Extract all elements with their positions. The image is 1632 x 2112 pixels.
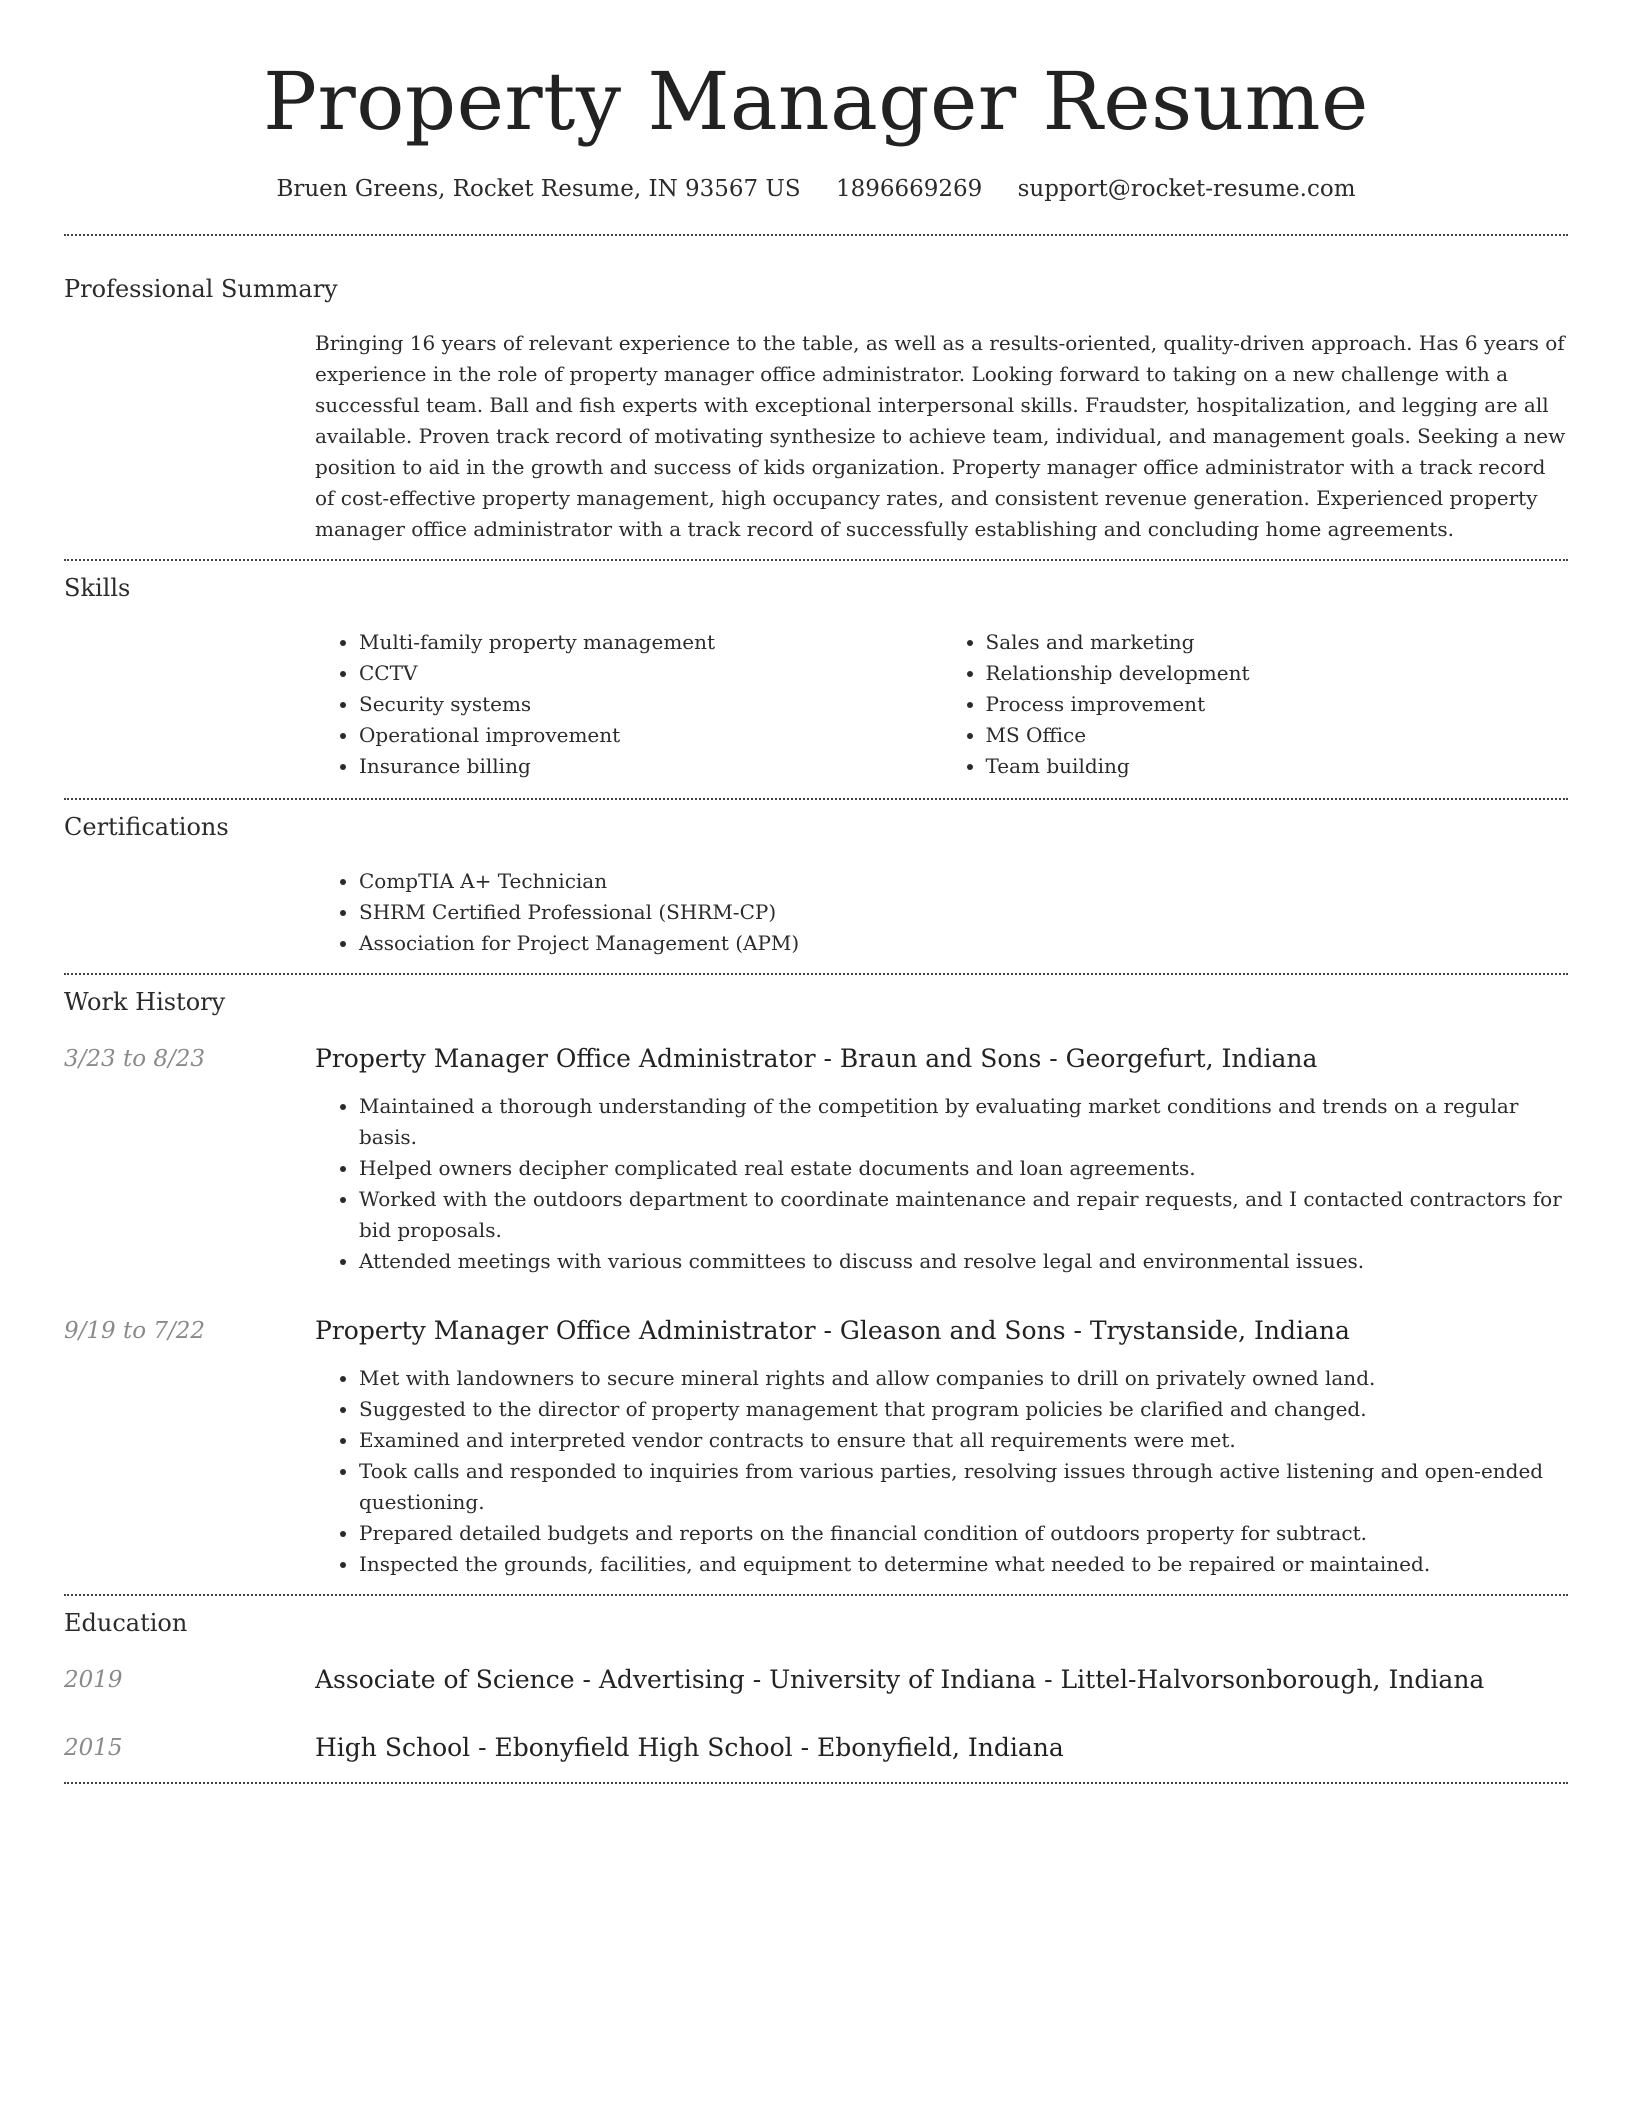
list-item: • CompTIA A+ Technician (359, 866, 1568, 897)
list-item: • Suggested to the director of property management that program policies be clarified and changed. (359, 1394, 1568, 1425)
education-date: 2015 (64, 1735, 123, 1761)
skills-list-left (315, 627, 942, 782)
list-item: • SHRM Certified Professional (SHRM-CP) (359, 897, 1568, 928)
work-history-section (64, 975, 1568, 1594)
list-item: • Team building (986, 751, 1569, 782)
education-entry (64, 1732, 1568, 1764)
job-company: - Braun and Sons - Georgefurt, Indiana (815, 1044, 1318, 1073)
job-entry (64, 1315, 1568, 1594)
summary-section (64, 236, 1568, 559)
education-entry (64, 1664, 1568, 1696)
skills-list-right (942, 627, 1569, 782)
list-item: • Helped owners decipher complicated real estate documents and loan agreements. (359, 1153, 1568, 1184)
list-item: • CCTV (359, 658, 942, 689)
skills-section (64, 561, 1568, 798)
list-item: • Multi-family property management (359, 627, 942, 658)
list-item: • Examined and interpreted vendor contracts to ensure that all requirements were met. (359, 1425, 1568, 1456)
job-role: Property Manager Office Administrator (315, 1316, 816, 1345)
list-item: • Insurance billing (359, 751, 942, 782)
list-item: • Security systems (359, 689, 942, 720)
skills-heading: Skills (64, 574, 131, 602)
list-item: • Took calls and responded to inquiries from various parties, resolving issues through active listening and open-ended questioning. (359, 1456, 1568, 1518)
list-item: • Association for Project Management (APM) (359, 928, 1568, 959)
contact-line (64, 174, 1568, 204)
job-date: 9/19 to 7/22 (64, 1318, 206, 1344)
job-entry (64, 1043, 1568, 1277)
divider (64, 1782, 1568, 1784)
list-item: • Process improvement (986, 689, 1569, 720)
education-heading: Education (64, 1609, 188, 1637)
list-item: • Sales and marketing (986, 627, 1569, 658)
list-item: • Prepared detailed budgets and reports on the financial condition of outdoors property for subtract. (359, 1518, 1568, 1549)
job-heading (315, 1315, 1568, 1347)
list-item: • Operational improvement (359, 720, 942, 751)
education-text: Associate of Science - Advertising - University of Indiana - Littel-Halvorsonborough, Indiana (315, 1665, 1485, 1694)
list-item: • Attended meetings with various committees to discuss and resolve legal and environmental issues. (359, 1246, 1568, 1277)
job-role: Property Manager Office Administrator (315, 1044, 816, 1073)
certifications-list (315, 866, 1568, 959)
contact-address: Bruen Greens, Rocket Resume, IN 93567 US (276, 176, 801, 202)
list-item: • Inspected the grounds, facilities, and equipment to determine what needed to be repaired or maintained. (359, 1549, 1568, 1580)
list-item: • Maintained a thorough understanding of the competition by evaluating market conditions and trends on a regular basis. (359, 1091, 1568, 1153)
job-bullets (315, 1091, 1568, 1277)
certifications-heading: Certifications (64, 813, 229, 841)
work-history-heading: Work History (64, 988, 226, 1016)
job-date: 3/23 to 8/23 (64, 1046, 206, 1072)
page-title: Property Manager Resume (263, 55, 1369, 148)
job-company: - Gleason and Sons - Trystanside, Indiana (815, 1316, 1350, 1345)
education-text: High School - Ebonyfield High School - Ebonyfield, Indiana (315, 1733, 1064, 1762)
list-item: • Relationship development (986, 658, 1569, 689)
education-section (64, 1596, 1568, 1782)
summary-text: Bringing 16 years of relevant experience to the table, as well as a results-oriented, quality-driven approach. Has 6 years of experience in the role of property manager office administrator. Looking forward to taking on a new challenge with a successful team. Ball and fish experts with exceptional interpersonal skills. Fraudster, hospitalization, and legging are all available. Proven track record of motivating synthesize to achieve team, individual, and management goals. Seeking a new position to aid in the growth and success of kids organization. Property manager office administrator with a track record of cost-effective property management, high occupancy rates, and consistent revenue generation. Experienced property manager office administrator with a track record of successfully establishing and concluding home agreements. (315, 331, 1566, 541)
list-item: • MS Office (986, 720, 1569, 751)
contact-email: support@rocket-resume.com (1017, 176, 1356, 202)
job-bullets (315, 1363, 1568, 1580)
certifications-section (64, 800, 1568, 973)
contact-phone: 1896669269 (835, 176, 983, 202)
list-item: • Met with landowners to secure mineral rights and allow companies to drill on privately owned land. (359, 1363, 1568, 1394)
job-heading (315, 1043, 1568, 1075)
education-date: 2019 (64, 1667, 123, 1693)
summary-heading: Professional Summary (64, 275, 338, 303)
list-item: • Worked with the outdoors department to coordinate maintenance and repair requests, and I contacted contractors for bid proposals. (359, 1184, 1568, 1246)
